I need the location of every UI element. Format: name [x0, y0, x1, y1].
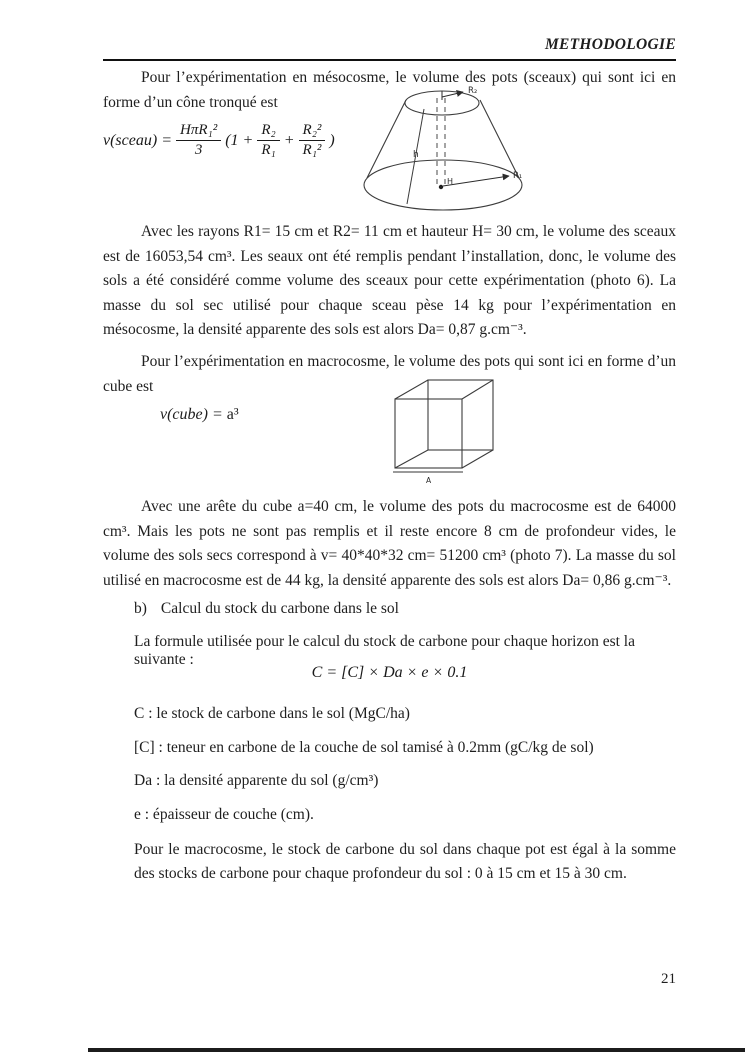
header-title: METHODOLOGIE	[544, 36, 676, 53]
formula-seau-lhs: v(sceau) =	[103, 131, 172, 149]
section-b-title: Calcul du stock du carbone dans le sol	[160, 600, 399, 617]
paragraph-macrocosme-stock: Pour le macrocosme, le stock de carbone du sol dans chaque pot est égal à la somme des stocks de carbone pour chaque profondeur du sol : 0 à 15 cm et 15 à 30 cm.	[134, 841, 676, 882]
cone-right-edge	[480, 100, 519, 178]
formula-seau	[103, 122, 335, 160]
cube-edge-br	[462, 450, 493, 468]
definition-e: e : épaisseur de couche (cm).	[134, 806, 314, 823]
formula-seau-frac3: $\frac{\text{R₂²}}{\text{R₁²}}$	[299, 122, 326, 160]
cone-r1-label: R₁	[513, 171, 523, 181]
formula-cube-rhs: a³	[226, 406, 239, 423]
cone-center-dot	[439, 185, 443, 189]
section-b-marker: b)	[134, 600, 147, 617]
cube-back-face	[428, 380, 493, 450]
cone-figure	[356, 78, 536, 218]
cube-figure	[390, 372, 515, 487]
paragraph-macrocosme-intro: Pour l’expérimentation en macrocosme, le volume des pots qui sont ici en forme d’un cube est	[103, 353, 676, 395]
definition-C: C : le stock de carbone dans le sol (MgC/ha)	[134, 705, 410, 722]
next-page-edge	[88, 1048, 745, 1052]
definition-Da: Da : la densité apparente du sol (g/cm³)	[134, 772, 379, 789]
cone-r2-arrow	[442, 92, 463, 97]
page-number: 21	[661, 971, 676, 987]
cone-r2-label: R₂	[468, 86, 478, 96]
formula-carbon: C = [C] × Da × e × 0.1	[311, 664, 468, 681]
cube-edge-label: A	[426, 476, 432, 485]
paragraph-mesocosme-intro: Pour l’expérimentation en mésocosme, le volume des pots (sceaux) qui sont ici en forme d’un cône tronqué est	[103, 69, 676, 111]
cone-bottom-ellipse	[364, 160, 522, 210]
section-b-heading	[134, 600, 399, 618]
formula-cube-lhs: v(cube) =	[160, 406, 223, 423]
carbon-formula-intro: La formule utilisée pour le calcul du stock de carbone pour chaque horizon est la suivante :	[134, 633, 635, 668]
definition-C-brackets: [C] : teneur en carbone de la couche de sol tamisé à 0.2mm (gC/kg de sol)	[134, 739, 594, 756]
cone-H-label: H	[447, 177, 454, 186]
formula-seau-open: (1 +	[225, 131, 254, 149]
cube-edge-bl	[395, 450, 428, 468]
cone-h-label: h	[413, 150, 419, 160]
paragraph-seau-volume: Avec les rayons R1= 15 cm et R2= 11 cm et hauteur H= 30 cm, le volume des sceaux est de 16053,54 cm³. Les seaux ont été remplis pendant l’installation, donc, le volume des sols a été considéré comme volume des sceaux pour cette expérimentation (photo 6). La masse du sol sec utilisé pour chaque sceau pèse 14 kg pour l’expérimentation en mésocosme, la densité apparente des sols est alors Da= 0,87 g.cm⁻³.	[103, 223, 676, 338]
cube-edge-tl	[395, 380, 428, 399]
formula-seau-frac2: $\frac{\text{R₂}}{\text{R₁}}$	[257, 122, 279, 160]
formula-cube	[160, 406, 239, 424]
cube-edge-tr	[462, 380, 493, 399]
paragraph-cube-volume: Avec une arête du cube a=40 cm, le volume des pots du macrocosme est de 64000 cm³. Mais les pots ne sont pas remplis et il reste encore 8 cm de profondeur vides, le volume des sols secs correspond à v= 40*40*32 cm= 51200 cm³ (photo 7). La masse du sol utilisé en macrocosme est de 44 kg, la densité apparente des sols est alors Da= 0,86 g.cm⁻³.	[103, 498, 676, 589]
formula-seau-plus: +	[283, 131, 295, 149]
formula-seau-frac1: $\frac{\text{HπR₁²}}{3}$	[176, 122, 221, 160]
cone-left-edge	[367, 100, 406, 178]
formula-seau-close: )	[329, 131, 335, 149]
running-header	[103, 36, 676, 61]
